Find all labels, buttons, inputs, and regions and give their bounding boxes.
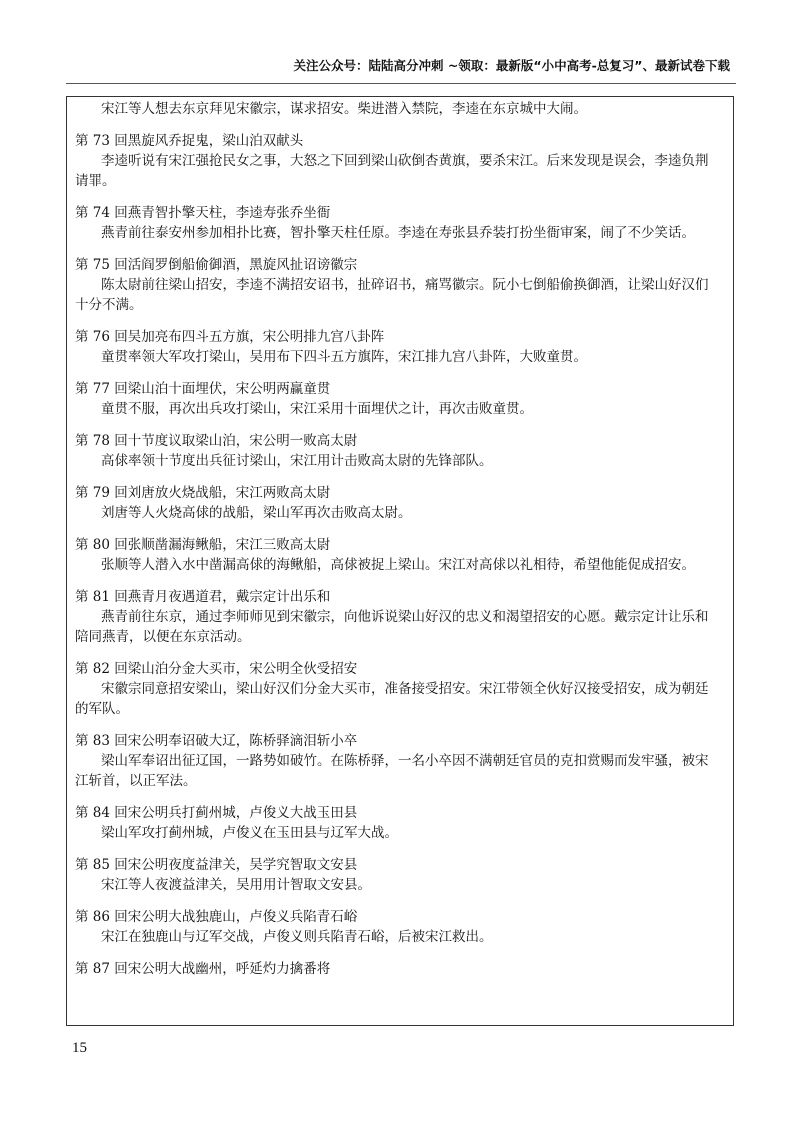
chapter-summary: 梁山军攻打蓟州城，卢俊义在玉田县与辽军大战。 (101, 825, 398, 841)
chapter-title: 第 87 回宋公明大战幽州，呼延灼力擒番将 (75, 961, 331, 977)
chapter-title: 第 79 回刘唐放火烧战船，宋江两败高太尉 (75, 485, 331, 501)
chapter-title: 第 86 回宋公明大战独鹿山，卢俊义兵陷青石峪 (75, 909, 358, 925)
chapter-summary: 刘唐等人火烧高俅的战船，梁山军再次击败高太尉。 (101, 505, 412, 521)
chapter-title: 第 80 回张顺凿漏海鳅船，宋江三败高太尉 (75, 537, 331, 553)
chapter-title: 第 85 回宋公明夜度益津关，吴学究智取文安县 (75, 857, 358, 873)
chapter-summary: 童贯不服，再次出兵攻打梁山，宋江采用十面埋伏之计，再次击败童贯。 (101, 401, 533, 417)
chapter-summary: 宋江等人夜渡益津关，吴用用计智取文安县。 (101, 877, 371, 893)
chapter-list (67, 97, 733, 977)
chapter-title: 第 78 回十节度议取梁山泊，宋公明一败高太尉 (75, 433, 358, 449)
chapter-title: 第 81 回燕青月夜遇道君，戴宗定计出乐和 (75, 589, 331, 605)
chapter-title: 第 77 回梁山泊十面埋伏，宋公明两赢童贯 (75, 381, 331, 397)
page-number: 15 (72, 1040, 87, 1056)
chapter-summary: 高俅率领十节度出兵征讨梁山，宋江用计击败高太尉的先锋部队。 (101, 453, 493, 469)
chapter-summary: 李逵听说有宋江强抢民女之事，大怒之下回到梁山砍倒杏黄旗，要杀宋江。后来发现是误会，李逵负荆请罪。 (75, 153, 709, 189)
chapter-summary: 燕青前往泰安州参加相扑比赛，智扑擎天柱任原。李逵在寿张县乔装打扮坐衙审案，闹了不少笑话。 (101, 225, 695, 241)
chapter-summary: 梁山军奉诏出征辽国，一路势如破竹。在陈桥驿，一名小卒因不满朝廷官员的克扣赏赐而发牢骚，被宋江斩首，以正军法。 (75, 753, 709, 789)
chapter-title: 第 73 回黑旋风乔捉鬼，梁山泊双献头 (75, 133, 304, 149)
chapter-title: 第 76 回吴加亮布四斗五方旗，宋公明排九宫八卦阵 (75, 329, 385, 345)
chapter-title: 第 84 回宋公明兵打蓟州城，卢俊义大战玉田县 (75, 805, 358, 821)
chapter-summary: 宋徽宗同意招安梁山，梁山好汉们分金大买市，准备接受招安。宋江带领全伙好汉接受招安，成为朝廷的军队。 (75, 681, 709, 717)
chapter-title: 第 82 回梁山泊分金大买市，宋公明全伙受招安 (75, 661, 358, 677)
page-header: 关注公众号：陆陆高分冲刺 ~领取：最新版“小中高考-总复习”、最新试卷下载 (293, 58, 730, 73)
intro-summary: 宋江等人想去东京拜见宋徽宗，谋求招安。柴进潜入禁院，李逵在东京城中大闹。 (101, 101, 587, 117)
chapter-title: 第 83 回宋公明奉诏破大辽，陈桥驿滴泪斩小卒 (75, 733, 358, 749)
chapter-title: 第 75 回活阎罗倒船偷御酒，黑旋风扯诏谤徽宗 (75, 257, 358, 273)
content-box (66, 96, 734, 1026)
chapter-summary: 宋江在独鹿山与辽军交战，卢俊义则兵陷青石峪，后被宋江救出。 (101, 929, 493, 945)
chapter-title: 第 74 回燕青智扑擎天柱，李逵寿张乔坐衙 (75, 205, 331, 221)
chapter-summary: 张顺等人潜入水中凿漏高俅的海鳅船，高俅被捉上梁山。宋江对高俅以礼相待，希望他能促成招安。 (101, 557, 695, 573)
chapter-summary: 陈太尉前往梁山招安，李逵不满招安诏书，扯碎诏书，痛骂徽宗。阮小七倒船偷换御酒，让梁山好汉们十分不满。 (75, 277, 709, 313)
chapter-summary: 燕青前往东京，通过李师师见到宋徽宗，向他诉说梁山好汉的忠义和渴望招安的心愿。戴宗定计让乐和陪同燕青，以便在东京活动。 (75, 609, 709, 645)
chapter-summary: 童贯率领大军攻打梁山，吴用布下四斗五方旗阵，宋江排九宫八卦阵，大败童贯。 (101, 349, 587, 365)
header-rule (66, 83, 736, 84)
